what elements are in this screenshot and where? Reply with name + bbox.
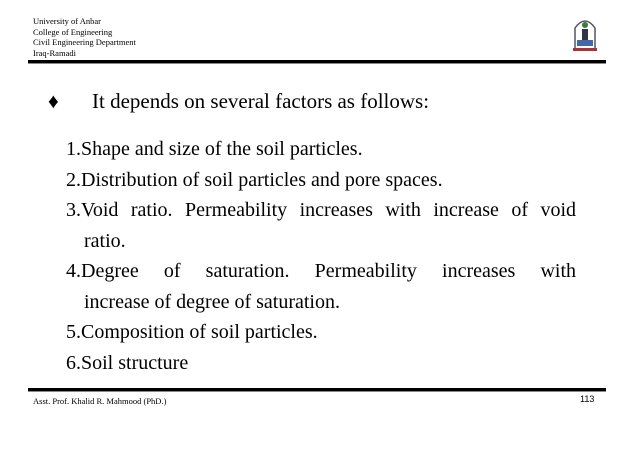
item-text: 2.Distribution of soil particles and pore spaces. [66, 168, 443, 191]
factor-list [66, 134, 576, 378]
item-text: 6.Soil structure [66, 351, 189, 374]
institution-header [33, 16, 136, 58]
list-item [66, 195, 576, 256]
list-item [66, 348, 576, 379]
footer-author: Asst. Prof. Khalid R. Mahmood (PhD.) [33, 396, 167, 406]
intro-text: It depends on several factors as follows: [92, 89, 430, 113]
header-line: University of Anbar [33, 16, 101, 26]
item-text: 1.Shape and size of the soil particles. [66, 138, 363, 160]
item-text: 5.Composition of soil particles. [66, 321, 318, 343]
list-item [66, 165, 576, 196]
list-item [66, 256, 576, 317]
item-text: 4.Degree of saturation. Permeability increases with [66, 260, 576, 282]
intro-bullet [48, 89, 429, 114]
item-continuation: ratio. [84, 229, 126, 252]
header-line: Iraq-Ramadi [33, 47, 76, 58]
diamond-bullet-icon: ♦ [48, 89, 59, 113]
list-item [66, 317, 576, 348]
item-text: 3.Void ratio. Permeability increases with increase of void [66, 199, 576, 221]
header-line: Civil Engineering Department [33, 37, 136, 47]
list-item [66, 134, 576, 165]
university-logo [571, 14, 599, 54]
page-number: 113 [580, 394, 595, 404]
item-continuation: increase of degree of saturation. [84, 290, 340, 313]
header-divider [28, 60, 606, 64]
footer-divider [28, 388, 606, 392]
header-line: College of Engineering [33, 26, 113, 37]
